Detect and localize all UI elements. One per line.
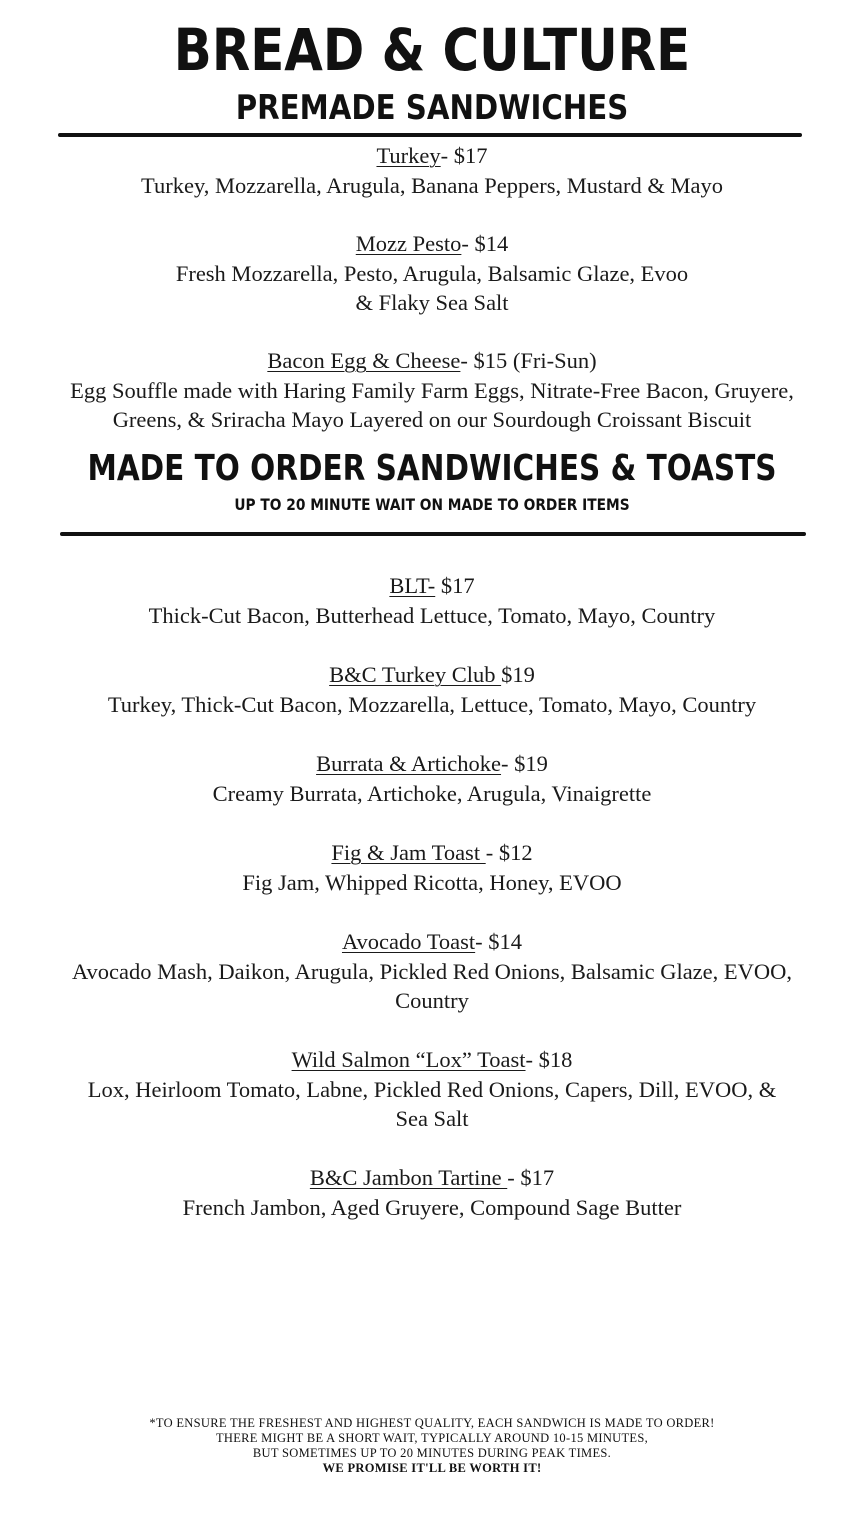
item-price: - $19 [501,751,548,776]
item-price: - $15 (Fri-Sun) [460,348,597,373]
menu-item-fig-jam-toast [0,838,864,897]
item-description: Sea Salt [395,1106,469,1131]
menu-item-turkey [0,141,864,200]
divider [58,133,802,137]
menu-item-turkey-club [0,660,864,719]
made-to-order-subheading: UP TO 20 MINUTE WAIT ON MADE TO ORDER ITEMS [234,495,630,514]
footnote-emphasis: WE PROMISE IT'LL BE WORTH IT! [322,1461,542,1475]
item-description: French Jambon, Aged Gruyere, Compound Sage Butter [182,1194,682,1220]
divider [60,532,806,536]
item-description: Turkey, Mozzarella, Arugula, Banana Peppers, Mustard & Mayo [141,172,723,198]
menu-item-bacon-egg-cheese [0,346,864,435]
item-price: - $17 [440,143,488,168]
item-price: $17 [435,573,475,598]
menu-item-salmon-lox-toast [0,1045,864,1134]
item-description: Turkey, Thick-Cut Bacon, Mozzarella, Lettuce, Tomato, Mayo, Country [107,691,757,717]
item-description: Creamy Burrata, Artichoke, Arugula, Vinaigrette [212,780,652,806]
item-price: - $14 [461,231,509,256]
menu-item-mozz-pesto [0,229,864,318]
item-price: - $17 [507,1165,555,1190]
item-description: Egg Souffle made with Haring Family Farm Eggs, Nitrate-Free Bacon, Gruyere, [70,377,794,403]
item-price: $19 [501,662,535,687]
item-description: Fig Jam, Whipped Ricotta, Honey, EVOO [242,869,622,895]
item-description: Greens, & Sriracha Mayo Layered on our Sourdough Croissant Biscuit [112,407,752,432]
made-to-order-heading: MADE TO ORDER SANDWICHES & TOASTS [87,448,777,489]
footnote-line: *TO ENSURE THE FRESHEST AND HIGHEST QUALITY, EACH SANDWICH IS MADE TO ORDER! [149,1416,715,1430]
item-description: Fresh Mozzarella, Pesto, Arugula, Balsamic Glaze, Evoo [175,260,689,286]
item-name: Avocado Toast [341,929,476,954]
menu-item-burrata-artichoke [0,749,864,808]
item-name: BLT- [389,573,436,598]
item-description: Country [395,988,469,1013]
item-name: Burrata & Artichoke [316,751,502,776]
premade-heading: PREMADE SANDWICHES [235,88,629,128]
item-name: Mozz Pesto [355,231,462,256]
footnote [0,1416,864,1476]
item-description: Thick-Cut Bacon, Butterhead Lettuce, Tomato, Mayo, Country [148,602,716,628]
item-name: Turkey [376,143,441,168]
menu-item-jambon-tartine [0,1163,864,1222]
item-name: B&C Jambon Tartine [309,1165,508,1190]
footnote-line: BUT SOMETIMES UP TO 20 MINUTES DURING PEAK TIMES. [252,1446,612,1460]
item-name: Fig & Jam Toast [331,840,486,865]
item-price: - $14 [475,929,523,954]
item-description: & Flaky Sea Salt [355,290,509,315]
menu-item-avocado-toast [0,927,864,1016]
item-price: - $12 [485,840,533,865]
item-name: B&C Turkey Club [329,662,502,687]
footnote-line: THERE MIGHT BE A SHORT WAIT, TYPICALLY AROUND 10-15 MINUTES, [215,1431,649,1445]
brand-title: BREAD & CULTURE [173,16,691,84]
menu-item-blt [0,571,864,630]
item-description: Lox, Heirloom Tomato, Labne, Pickled Red Onions, Capers, Dill, EVOO, & [87,1076,777,1102]
item-description: Avocado Mash, Daikon, Arugula, Pickled Red Onions, Balsamic Glaze, EVOO, [71,958,793,984]
item-name: Wild Salmon “Lox” Toast [291,1047,526,1072]
item-name: Bacon Egg & Cheese [267,348,461,373]
item-price: - $18 [525,1047,573,1072]
